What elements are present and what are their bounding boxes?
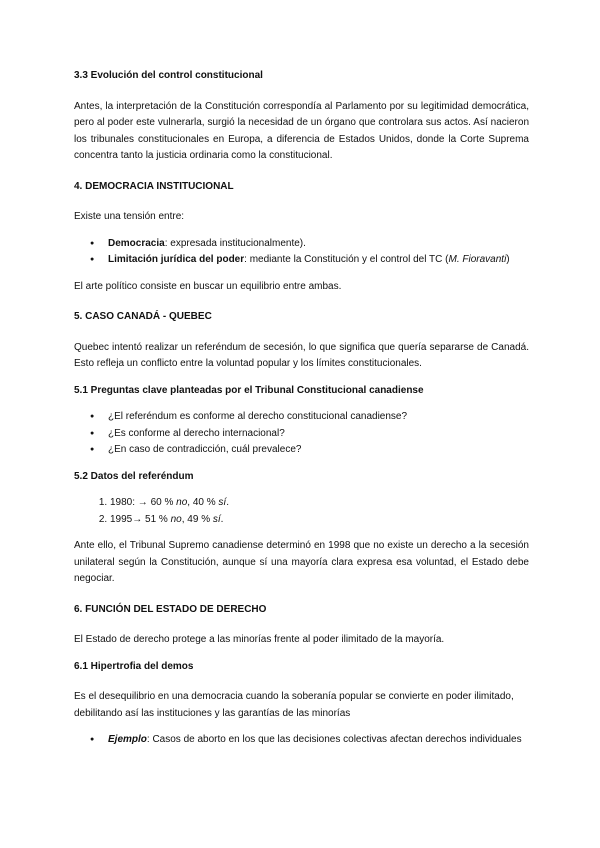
section-4-closing: El arte político consiste en buscar un equilibrio entre ambas. [74, 280, 342, 292]
section-4-heading: 4. DEMOCRACIA INSTITUCIONAL [74, 180, 234, 192]
section-5-heading: 5. CASO CANADÁ - QUEBEC [74, 311, 212, 322]
section-4-intro: Existe una tensión entre: [74, 211, 185, 222]
list-item: ● ¿En caso de contradicción, cuál prevalece? [108, 442, 529, 459]
list-item: ● ¿El referéndum es conforme al derecho constitucional canadiense? [108, 409, 529, 426]
section-6-1-list [74, 732, 529, 749]
list-item: ● Limitación jurídica del poder: mediante la Constitución y el control del TC (M. Fioravanti) [108, 252, 529, 269]
section-3-3-paragraph: Antes, la interpretación de la Constitución correspondía al Parlamento por su legitimidad democrática, pero al poder este vulnerarla, surgió la necesidad de un órgano que controlara sus actos. Así nacieron los tribunales constitucionales en Europa, a diferencia de Estados Unidos, donde la Corte Suprema concentra tanto la justicia ordinaria como la constitucional. [74, 100, 529, 161]
section-3-3-heading: 3.3 Evolución del control constitucional [74, 70, 263, 81]
section-5-2-list [74, 495, 529, 528]
section-4-list [74, 236, 529, 269]
list-item: ● ¿Es conforme al derecho internacional? [108, 426, 529, 443]
section-5-2-heading: 5.2 Datos del referéndum [74, 470, 194, 482]
list-item: ● Ejemplo: Casos de aborto en los que las decisiones colectivas afectan derechos individuales [108, 732, 529, 749]
list-item: 1. 1980: → 60 % no, 40 % sí. [110, 495, 529, 512]
section-6-1-paragraph: Es el desequilibrio en una democracia cuando la soberanía popular se convierte en poder ilimitado, debilitando así las instituciones y las garantías de las minorías [74, 691, 514, 719]
section-6-1-heading: 6.1 Hipertrofia del demos [74, 660, 194, 672]
document-page [74, 68, 529, 749]
section-5-paragraph: Quebec intentó realizar un referéndum de secesión, lo que significa que quería separarse de Canadá. Esto refleja un conflicto entre la voluntad popular y los límites constitucionales. [74, 341, 529, 369]
section-5-2-paragraph: Ante ello, el Tribunal Supremo canadiense determinó en 1998 que no existe un derecho a la secesión unilateral según la Constitución, aunque sí una mayoría clara expresa esa voluntad, el Estado debe negociar. [74, 540, 529, 584]
list-item: ● Democracia: expresada institucionalmente). [108, 236, 529, 253]
list-item: 2. 1995→ 51 % no, 49 % sí. [110, 512, 529, 529]
section-6-paragraph: El Estado de derecho protege a las minorías frente al poder ilimitado de la mayoría. [74, 634, 445, 645]
section-5-1-list [74, 409, 529, 459]
section-6-heading: 6. FUNCIÓN DEL ESTADO DE DERECHO [74, 603, 267, 615]
section-5-1-heading: 5.1 Preguntas clave planteadas por el Tribunal Constitucional canadiense [74, 384, 424, 396]
